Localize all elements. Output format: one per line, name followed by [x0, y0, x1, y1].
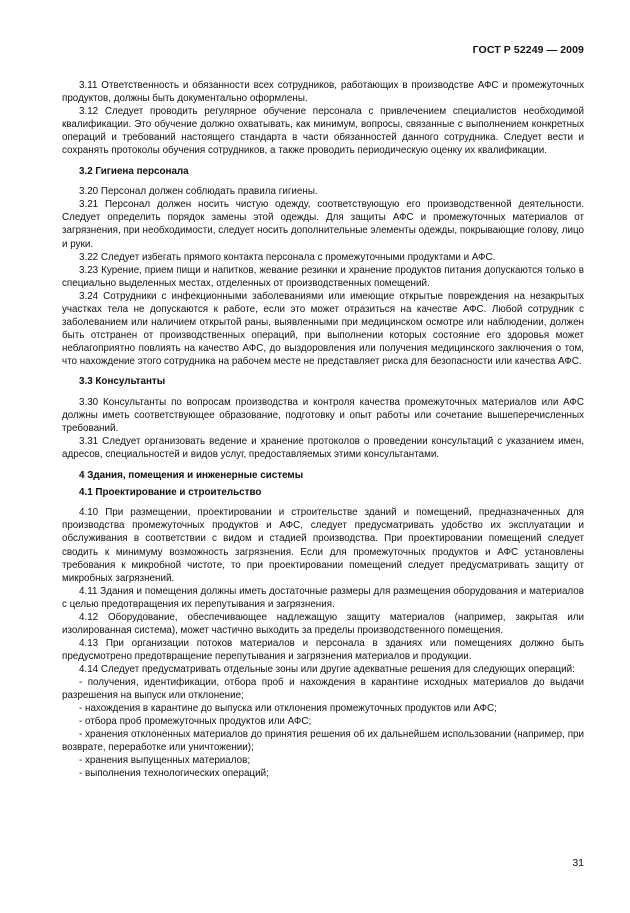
clause-3-12: 3.12 Следует проводить регулярное обучение персонала с привлечением специалистов необходимой квалификации. Это обучение должно охватывать, как минимум, вопросы, связанные с выполнением конкретных операций и требований настоящего стандарта в части обязанностей данного сотрудника. Следует вести и сохранять протоколы обучения сотрудников, а также проводить периодическую оценку их квалификации.: [62, 106, 584, 157]
clause-3-31: 3.31 Следует организовать ведение и хранение протоколов о проведении консультаций с указанием имен, адресов, специальностей и видов услуг, предоставляемых этими консультантами.: [62, 436, 584, 461]
section-heading-3-3: 3.3 Консультанты: [79, 376, 166, 388]
clause-3-11: 3.11 Ответственность и обязанности всех сотрудников, работающих в производстве АФС и промежуточных продуктов, должны быть документально оформлены.: [62, 80, 584, 105]
clause-4-11: 4.11 Здания и помещения должны иметь достаточные размеры для размещения оборудования и материалов с целью предотвращения их перепутывания и загрязнения.: [62, 585, 584, 610]
list-item: - получения, идентификации, отбора проб и нахождения в карантине исходных материалов до выдачи разрешения на выпуск или отклонение;: [62, 676, 584, 702]
clause-4-14: 4.14 Следует предусматривать отдельные зоны или другие адекватные решения для следующих операций:: [79, 663, 575, 675]
section-heading-4-1: 4.1 Проектирование и строительство: [79, 486, 262, 498]
clause-3-20: 3.20 Персонал должен соблюдать правила гигиены.: [79, 186, 318, 198]
section-heading-3-2: 3.2 Гигиена персонала: [79, 165, 189, 177]
list-item: - отбора проб промежуточных продуктов или АФС;: [79, 716, 312, 728]
clause-4-13: 4.13 При организации потоков материалов и персонала в зданиях или помещениях должно быть предусмотрено предотвращение перепутывания и загрязнения материалов и продукции.: [62, 637, 584, 662]
list-item: - хранения выпущенных материалов;: [79, 755, 251, 767]
list-item: - выполнения технологических операций;: [79, 768, 269, 780]
document-body: [62, 79, 584, 780]
section-heading-4: 4 Здания, помещения и инженерные системы: [79, 469, 304, 481]
clause-4-12: 4.12 Оборудование, обеспечивающее надлежащую защиту материалов (например, закрытая или изолированная система), может частично выходить за пределы производственного помещения.: [62, 611, 584, 636]
clause-3-23: 3.23 Курение, прием пищи и напитков, жевание резинки и хранение продуктов питания допускаются только в специально выделенных местах, отделенных от производственных помещений.: [62, 264, 584, 289]
clause-4-10: 4.10 При размещении, проектировании и строительстве зданий и помещений, предназначенных для производства промежуточных продуктов и АФС, следует предусматривать удобство их эксплуатации и обслуживания в соответствии с видом и стадией производства. При проектировании помещений следует сводить к минимуму возможность загрязнения. Если для промежуточных продуктов и АФС установлены требования к микробной чистоте, то при проектировании помещений следует предусматривать защиту от микробных загрязнений.: [62, 507, 584, 584]
list-item: - хранения отклоненных материалов до принятия решения об их дальнейшем использовании (например, при возврате, переработке или уничтожении);: [62, 729, 584, 754]
standard-designation: ГОСТ Р 52249 — 2009: [472, 44, 584, 56]
clause-3-22: 3.22 Следует избегать прямого контакта персонала с промежуточными продуктами и АФС.: [79, 251, 496, 263]
list-item: - нахождения в карантине до выпуска или отклонения промежуточных продуктов или АФС;: [79, 703, 497, 715]
page-number: 31: [572, 857, 584, 869]
clause-3-30: 3.30 Консультанты по вопросам производства и контроля качества промежуточных материалов или АФС должны иметь соответствующее образование, подготовку и опыт работы или сочетание вышеперечисленных требований.: [62, 397, 584, 435]
clause-3-21: 3.21 Персонал должен носить чистую одежду, соответствующую его производственной деятельности. Следует определить порядок замены этой одежды. Для защиты АФС и промежуточных материалов от загрязнения, при необходимости, следует носить дополнительные элементы одежды, покрывающие голову, лицо и руки.: [62, 199, 584, 250]
clause-3-24: 3.24 Сотрудники с инфекционными заболеваниями или имеющие открытые повреждения на незакрытых участках тела не допускаются к работе, если это может отразиться на качестве АФС. Любой сотрудник с заболеванием или наличием открытой раны, выявленными при медицинском осмотре или наблюдении, должен быть отстранен от производственных операций, при выполнении которых состояние его здоровья может неблагоприятно повлиять на качество АФС, до выздоровления или получения медицинского заключения о том, что нахождение этого сотрудника на рабочем месте не представляет риска для безопасности или качества АФС.: [62, 290, 584, 367]
